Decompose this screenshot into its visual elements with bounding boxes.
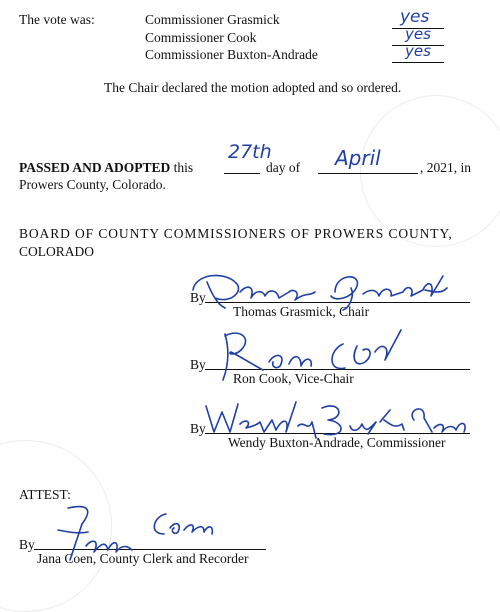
vote-commissioner-2: Commissioner Cook	[145, 30, 257, 45]
signature-3-name: Wendy Buxton-Andrade, Commissioner	[228, 435, 446, 450]
vote-value-1: yes	[400, 7, 430, 27]
vote-commissioner-1: Commissioner Grasmick	[145, 12, 280, 27]
signature-3-line	[205, 433, 470, 434]
board-line-1: BOARD OF COUNTY COMMISSIONERS OF PROWERS COUNTY,	[19, 226, 453, 241]
vote-line-3	[392, 62, 444, 63]
passed-day-of: day of	[266, 160, 301, 175]
passed-day-value: 27th	[228, 141, 272, 163]
vote-commissioner-3: Commissioner Buxton-Andrade	[145, 47, 318, 62]
attest-label: ATTEST:	[19, 487, 71, 502]
passed-county: Prowers County, Colorado.	[19, 177, 166, 192]
passed-line	[19, 160, 193, 176]
passed-month-line	[318, 173, 418, 174]
vote-value-3: yes	[405, 42, 431, 60]
signature-1-line	[205, 302, 470, 303]
attest-by: By	[19, 537, 35, 552]
attest-line	[34, 549, 266, 550]
board-line-2: COLORADO	[19, 244, 95, 259]
faint-seal-bottom	[0, 440, 112, 612]
vote-label: The vote was:	[19, 12, 95, 27]
signature-1-by: By	[190, 290, 206, 305]
passed-day-line	[224, 173, 260, 174]
attest-name: Jana Coen, County Clerk and Recorder	[37, 551, 249, 566]
signature-2-line	[205, 369, 470, 370]
signature-2-by: By	[190, 357, 206, 372]
vote-value-2: yes	[405, 25, 431, 43]
signature-3-by: By	[190, 421, 206, 436]
signature-1-name: Thomas Grasmick, Chair	[233, 304, 370, 319]
passed-year: , 2021, in	[420, 160, 472, 175]
signature-2-name: Ron Cook, Vice-Chair	[233, 371, 354, 386]
passed-this: this	[173, 160, 194, 175]
passed-bold: PASSED AND ADOPTED	[19, 160, 171, 175]
passed-month-value: April	[335, 146, 381, 170]
declaration-text: The Chair declared the motion adopted and so ordered.	[104, 80, 402, 95]
